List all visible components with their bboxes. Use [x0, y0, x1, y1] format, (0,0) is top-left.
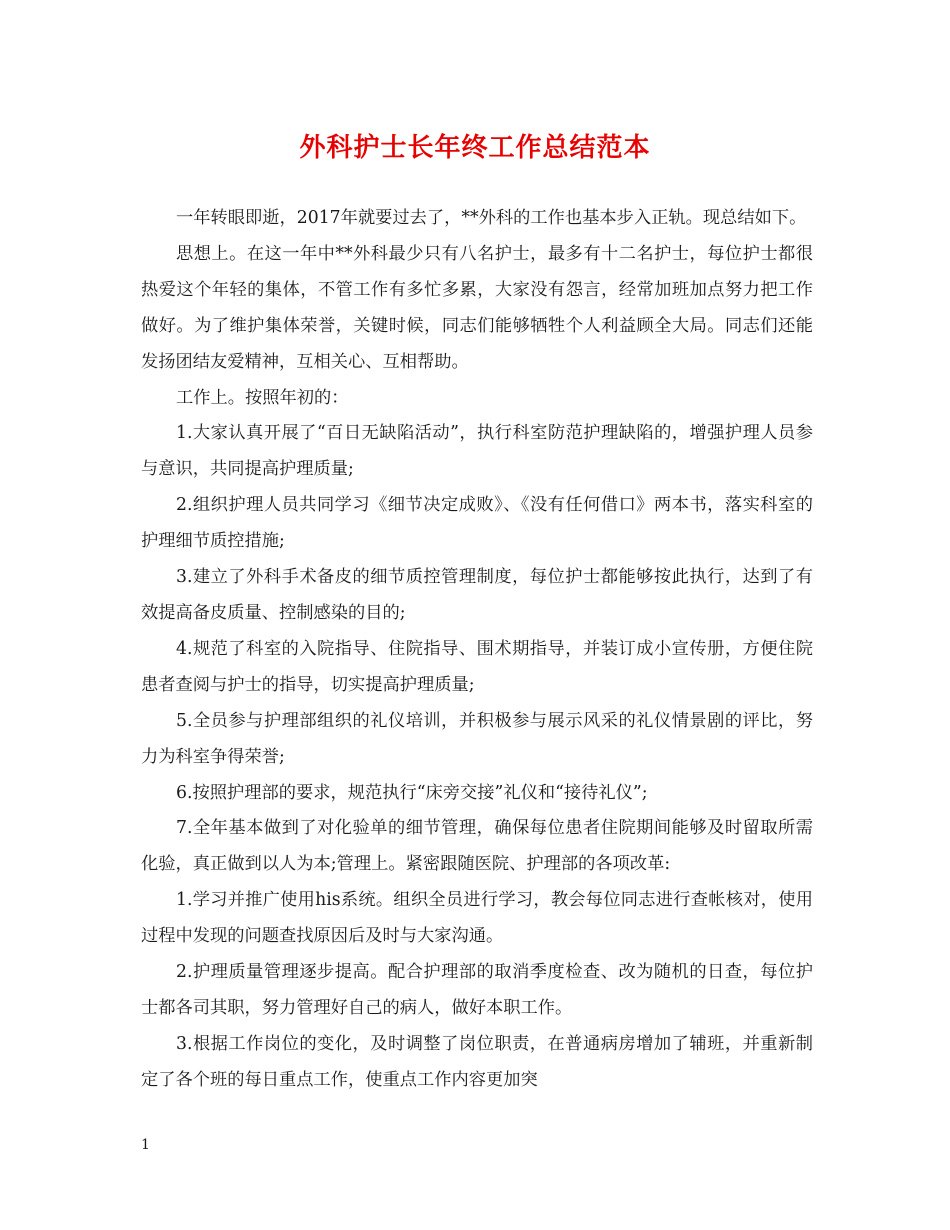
- document-title: 外科护士长年终工作总结范本: [299, 133, 651, 163]
- page-number: 1: [141, 1137, 150, 1153]
- paragraph-work-item-2: 2.组织护理人员共同学习《细节决定成败》、《没有任何借口》两本书，落实科室的护理细节质控措施;: [141, 495, 813, 552]
- paragraph-work-item-1: 1.大家认真开展了“百日无缺陷活动”，执行科室防范护理缺陷的，增强护理人员参与意识，共同提高护理质量;: [141, 423, 813, 480]
- paragraph-thought: 思想上。在这一年中**外科最少只有八名护士，最多有十二名护士，每位护士都很热爱这个年轻的集体，不管工作有多忙多累，大家没有怨言，经常加班加点努力把工作做好。为了维护集体荣誉，关键时候，同志们能够牺牲个人利益顾全大局。同志们还能发扬团结友爱精神，互相关心、互相帮助。: [141, 243, 813, 372]
- paragraph-intro: 一年转眼即逝，2017年就要过去了，**外科的工作也基本步入正轨。现总结如下。: [176, 208, 807, 228]
- paragraph-management-item-3: 3.根据工作岗位的变化，及时调整了岗位职责，在普通病房增加了辅班，并重新制定了各个班的每日重点工作，使重点工作内容更加突: [141, 1033, 813, 1090]
- paragraph-management-item-1: 1.学习并推广使用his系统。组织全员进行学习，教会每位同志进行查帐核对，使用过程中发现的问题查找原因后及时与大家沟通。: [141, 890, 813, 947]
- paragraph-work-item-3: 3.建立了外科手术备皮的细节质控管理制度，每位护士都能够按此执行，达到了有效提高备皮质量、控制感染的目的;: [141, 567, 813, 623]
- document-body: [141, 201, 813, 1099]
- paragraph-work-item-7: 7.全年基本做到了对化验单的细节管理，确保每位患者住院期间能够及时留取所需化验，真正做到以人为本;管理上。紧密跟随医院、护理部的各项改革:: [141, 818, 813, 875]
- paragraph-management-item-2: 2.护理质量管理逐步提高。配合护理部的取消季度检查、改为随机的日查，每位护士都各司其职，努力管理好自己的病人，做好本职工作。: [141, 962, 813, 1018]
- paragraph-work-item-5: 5.全员参与护理部组织的礼仪培训，并积极参与展示风采的礼仪情景剧的评比，努力为科室争得荣誉;: [141, 710, 813, 767]
- paragraph-work-heading: 工作上。按照年初的：: [176, 387, 349, 408]
- paragraph-work-item-4: 4.规范了科室的入院指导、住院指导、围术期指导，并装订成小宣传册，方便住院患者查阅与护士的指导，切实提高护理质量;: [141, 638, 813, 695]
- paragraph-work-item-6: 6.按照护理部的要求，规范执行“床旁交接”礼仪和“接待礼仪”;: [176, 782, 648, 803]
